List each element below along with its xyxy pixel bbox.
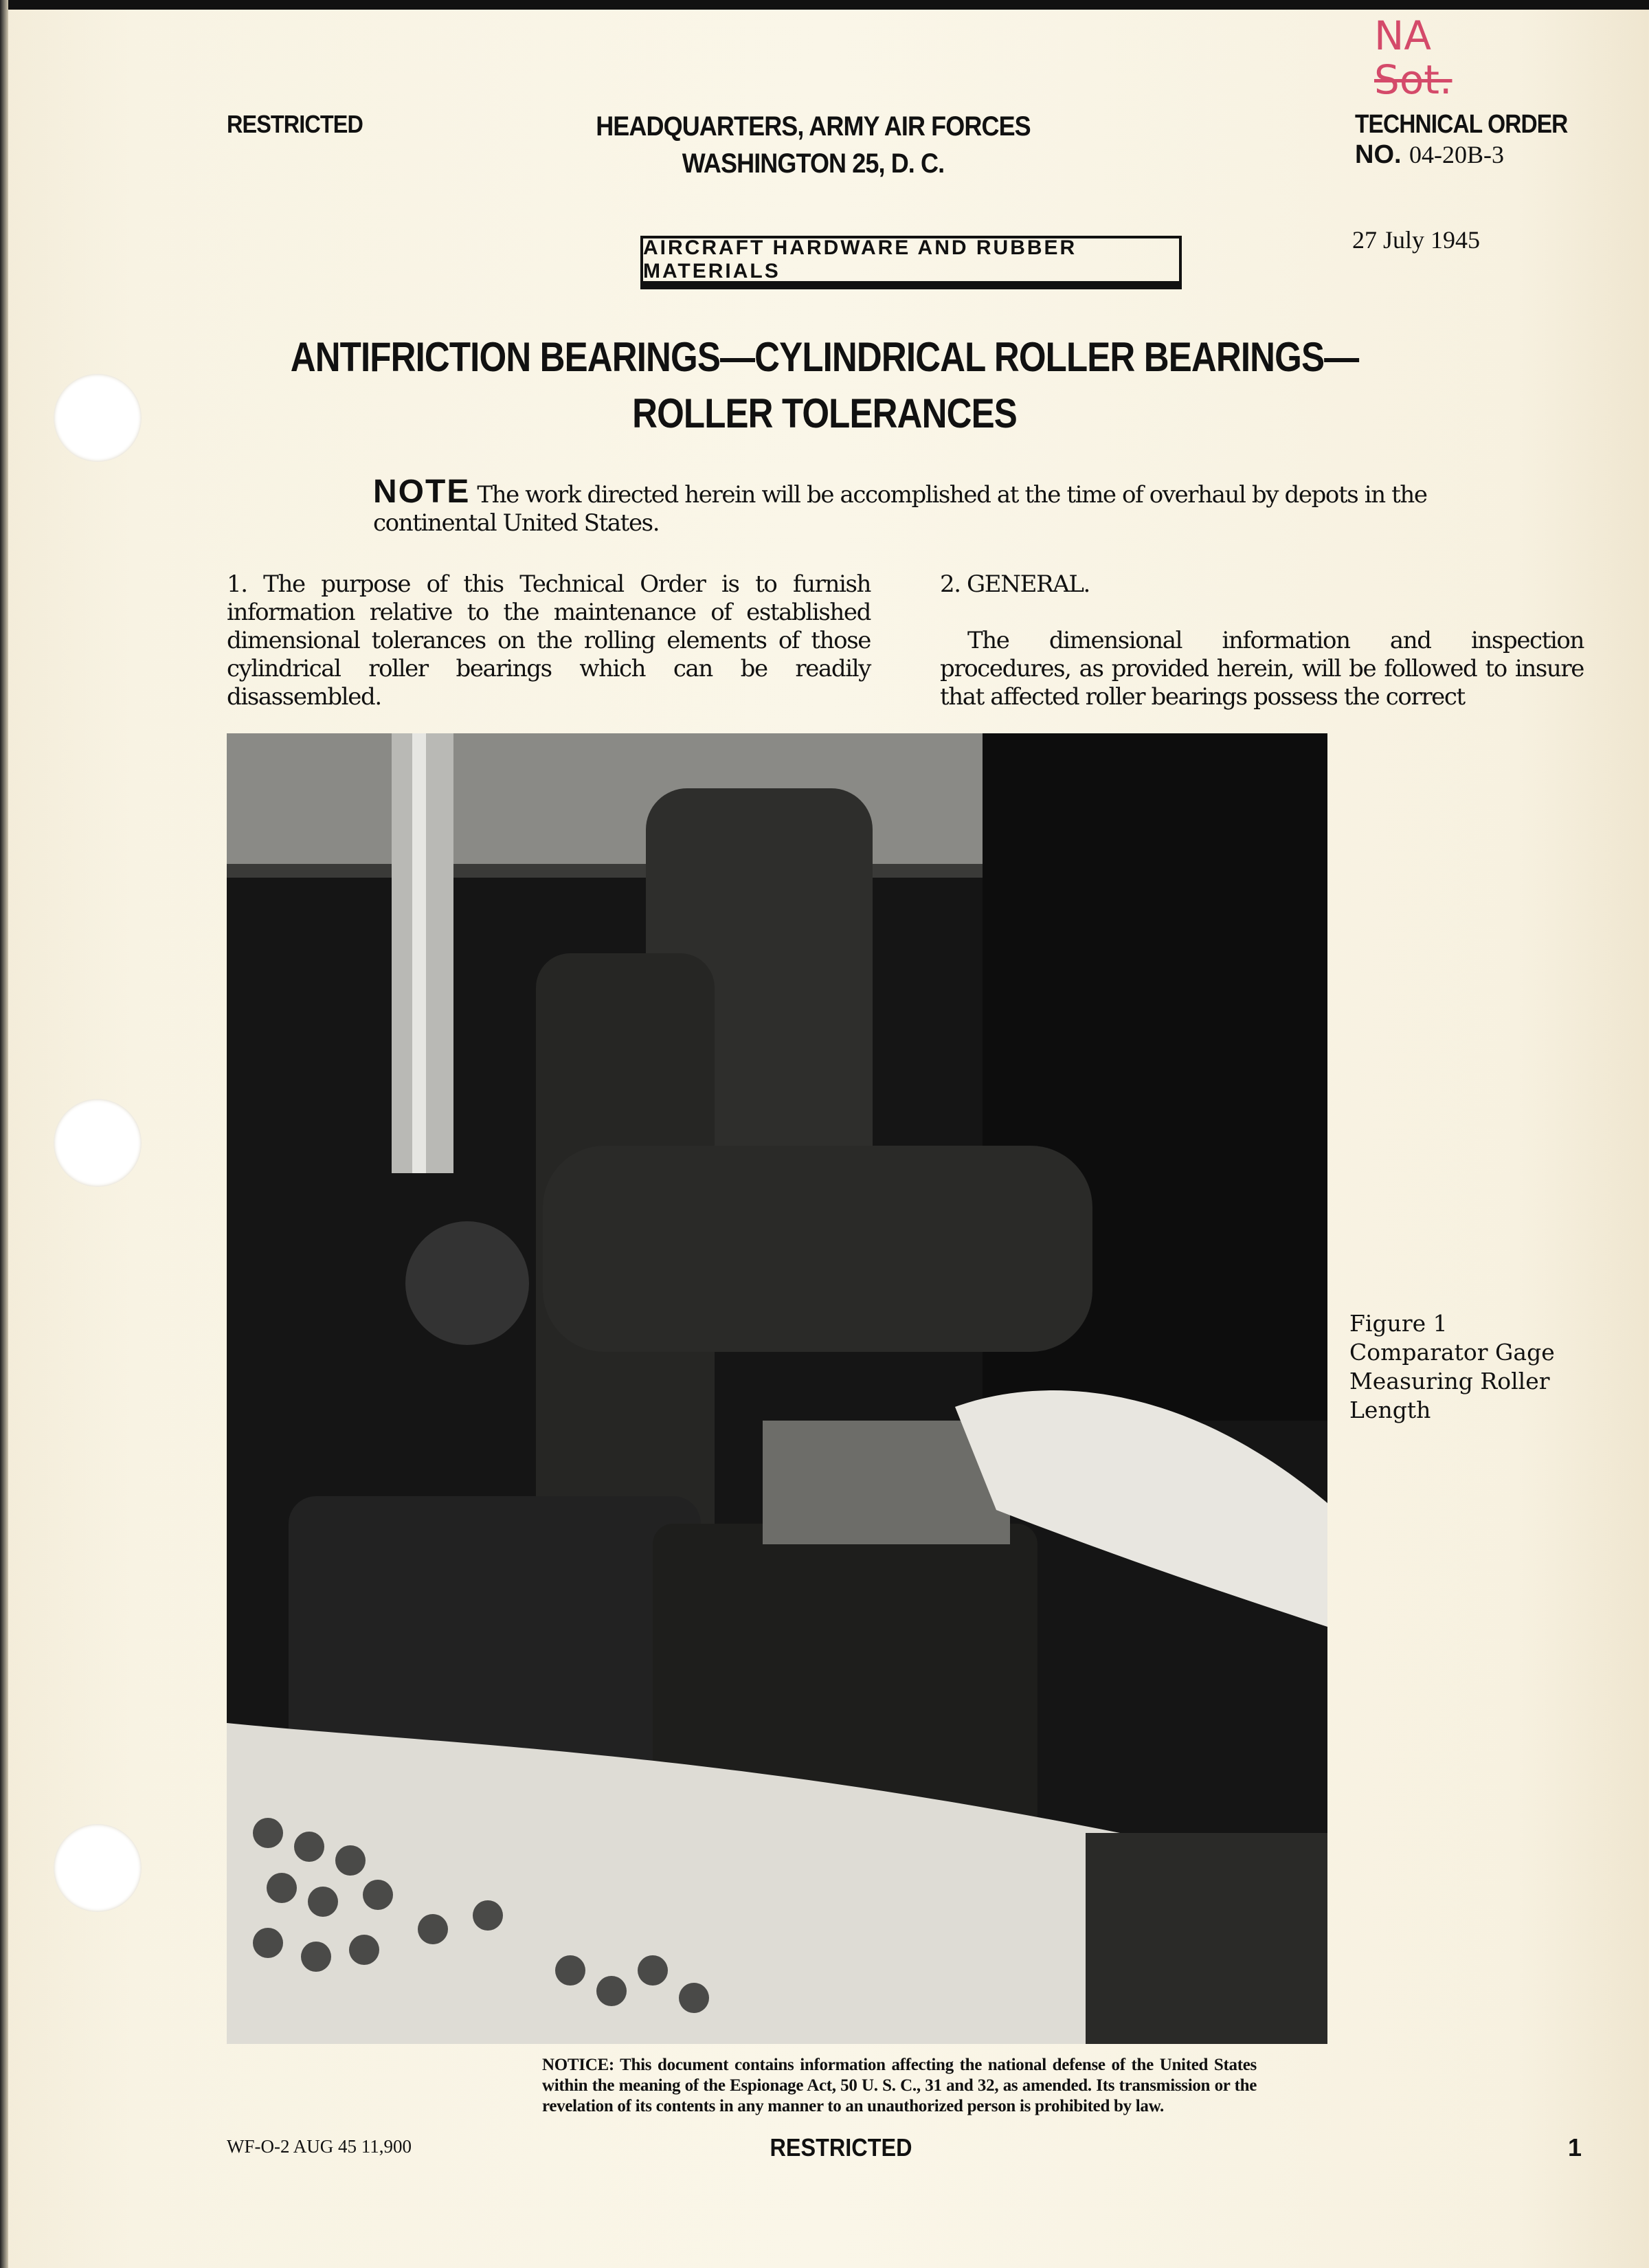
handwritten-line: Sot. xyxy=(1374,56,1452,103)
section-1-text: 1. The purpose of this Technical Order is to furnish information relative to the maintenance of established dimensional tolerances on the rolling elements of those cylindrical roller bearings which can be readily disassembled. xyxy=(227,570,871,711)
handwritten-line: NA xyxy=(1374,12,1432,59)
note-text: The work directed herein will be accomplished at the time of overhaul by depots in the continental United States. xyxy=(373,481,1427,537)
figure-caption-line: Length xyxy=(1349,1397,1431,1423)
category-box: AIRCRAFT HARDWARE AND RUBBER MATERIALS xyxy=(640,236,1182,289)
classification-top: RESTRICTED xyxy=(227,110,363,138)
number-prefix: NO. xyxy=(1355,140,1402,169)
section-1 xyxy=(227,570,871,711)
section-2-text: The dimensional information and inspection procedures, as provided herein, will be followed to insure that affected roller bearings possess the correct xyxy=(940,627,1584,711)
title-line-2: ROLLER TOLERANCES xyxy=(632,390,1017,436)
technical-order-number xyxy=(1355,140,1504,170)
section-2 xyxy=(940,570,1584,711)
page-number: 1 xyxy=(1568,2133,1582,2161)
punch-hole xyxy=(54,1824,142,1912)
scan-top-edge xyxy=(0,0,1649,10)
section-2-heading: 2. GENERAL. xyxy=(940,570,1090,598)
note-label: NOTE xyxy=(373,474,471,510)
issue-date: 27 July 1945 xyxy=(1352,226,1481,254)
figure-1-photo xyxy=(227,733,1327,2044)
figure-caption-line: Measuring Roller xyxy=(1349,1368,1550,1394)
espionage-notice: NOTICE: This document contains information affecting the national defense of the United States within the meaning of the Espionage Act, 50 U. S. C., 31 and 32, as amended. Its transmission or the revelation of its contents in any manner to an unauthorized person is prohibited by law. xyxy=(542,2056,1257,2115)
handwritten-annotation xyxy=(1374,14,1452,102)
punch-hole xyxy=(54,1099,142,1187)
figure-number: Figure 1 xyxy=(1349,1310,1448,1337)
comparator-gage-photo xyxy=(227,733,1327,2044)
classification-bottom: RESTRICTED xyxy=(770,2133,912,2161)
org-line-1: HEADQUARTERS, ARMY AIR FORCES xyxy=(596,111,1031,142)
print-code: WF-O-2 AUG 45 11,900 xyxy=(227,2136,412,2157)
number-value: 04-20B-3 xyxy=(1409,141,1505,168)
note-block xyxy=(373,474,1445,537)
title-line-1: ANTIFRICTION BEARINGS—CYLINDRICAL ROLLER BEARINGS— xyxy=(290,334,1359,380)
scan-left-edge xyxy=(0,0,8,2268)
org-line-2: WASHINGTON 25, D. C. xyxy=(682,148,945,179)
figure-caption xyxy=(1349,1309,1555,1425)
technical-order-label: TECHNICAL ORDER xyxy=(1355,110,1568,139)
figure-caption-line: Comparator Gage xyxy=(1349,1339,1555,1366)
